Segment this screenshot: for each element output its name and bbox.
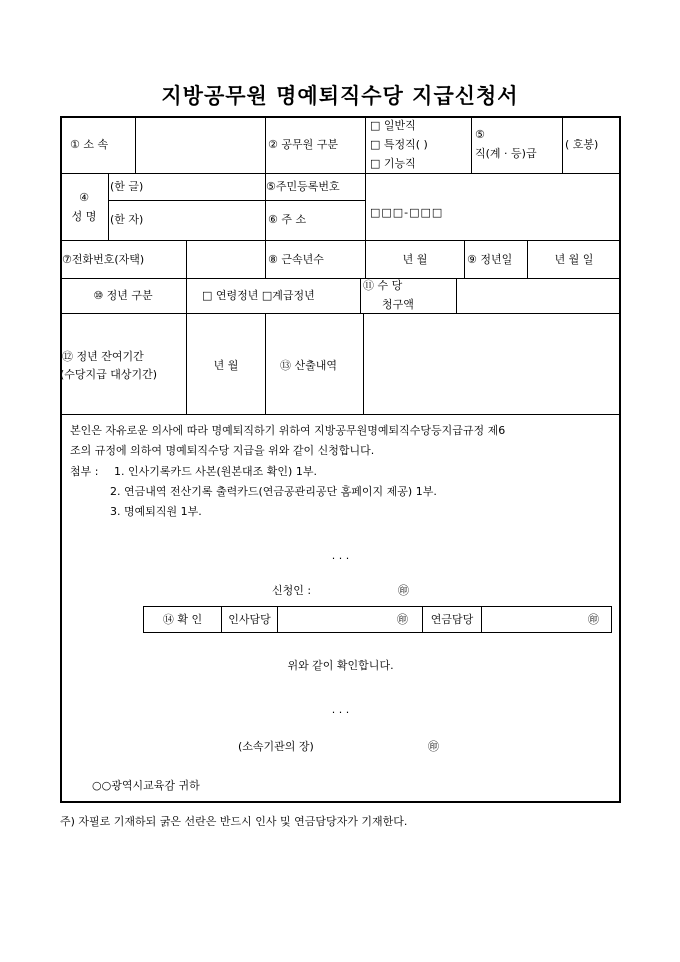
- divider: [186, 240, 187, 278]
- name-hangul-label: (한 글): [110, 180, 144, 193]
- confirmation-text: 위와 같이 확인합니다.: [287, 659, 394, 672]
- calculation-label: ⑬ 산출내역: [280, 359, 338, 372]
- agency-seal-icon: ㊞: [428, 740, 439, 753]
- remaining-period-value: 년 월: [213, 359, 239, 372]
- divider: [464, 240, 465, 278]
- divider: [365, 116, 366, 173]
- divider: [135, 116, 136, 173]
- home-phone-label: ⑦전화번호(자택): [62, 253, 145, 266]
- divider: [265, 116, 266, 173]
- retirement-type-label: ⑩ 정년 구분: [93, 289, 153, 302]
- service-years-label: ⑧ 근속년수: [268, 253, 324, 266]
- grade-label: 직(계 · 등)급: [475, 147, 537, 160]
- footnote: 주) 자필로 기재하되 굵은 선란은 반드시 인사 및 연금담당자가 기재한다.: [60, 815, 408, 828]
- option-general[interactable]: □ 일반직: [370, 119, 416, 132]
- affiliation-label: ① 소 속: [70, 138, 109, 151]
- claim-amount-label: 청구액: [382, 298, 414, 311]
- divider: [60, 414, 621, 415]
- attachment-item: 1. 인사기록카드 사본(원본대조 확인) 1부.: [114, 465, 317, 478]
- divider: [365, 173, 366, 240]
- divider: [363, 313, 364, 414]
- seal-icon: ㊞: [398, 584, 409, 597]
- address-label: ⑥ 주 소: [268, 213, 307, 226]
- option-special[interactable]: □ 특정직( ): [370, 138, 428, 151]
- confirm-label: ⑭ 확 인: [162, 613, 203, 626]
- postal-code-boxes[interactable]: □□□-□□□: [370, 206, 444, 219]
- divider: [562, 116, 563, 173]
- name-hanja-label: (한 자): [110, 213, 144, 226]
- form-title: 지방공무원 명예퇴직수당 지급신청서: [161, 83, 519, 108]
- option-function[interactable]: □ 기능직: [370, 157, 416, 170]
- resident-number-label: ⑤주민등록번호: [266, 180, 340, 193]
- hr-officer-label: 인사담당: [228, 613, 271, 626]
- divider: [277, 606, 278, 633]
- applicant-label: 신청인 :: [272, 584, 312, 597]
- attachment-label: 첨부 :: [70, 465, 99, 478]
- agency-head-label: (소속기관의 장): [238, 740, 314, 753]
- divider: [456, 278, 457, 313]
- divider: [360, 278, 361, 313]
- divider: [481, 606, 482, 633]
- addressee: ○○광역시교육감 귀하: [92, 779, 200, 792]
- divider: [60, 173, 621, 174]
- divider: [108, 173, 109, 240]
- divider: [60, 240, 621, 241]
- retirement-type-options[interactable]: □ 연령정년 □계급정년: [202, 289, 315, 302]
- confirmation-date: . . .: [331, 703, 350, 716]
- retirement-date-label: ⑨ 정년일: [467, 253, 513, 266]
- grade-number: ⑤: [475, 128, 485, 141]
- divider: [186, 278, 187, 313]
- service-years-value: 년 월: [402, 253, 428, 266]
- civil-type-label: ② 공무원 구분: [268, 138, 338, 151]
- attachment-item: 3. 명예퇴직원 1부.: [110, 505, 202, 518]
- application-form: [60, 116, 621, 803]
- claim-number: ⑪ 수 당: [363, 279, 403, 292]
- divider: [60, 313, 621, 314]
- divider: [60, 278, 621, 279]
- name-number: ④: [79, 191, 89, 204]
- divider: [265, 313, 266, 414]
- divider: [265, 240, 266, 278]
- hr-seal-icon: ㊞: [397, 613, 408, 626]
- pension-officer-label: 연금담당: [430, 613, 474, 626]
- name-label: 성 명: [71, 210, 97, 223]
- pension-seal-icon: ㊞: [588, 613, 599, 626]
- declaration-line-2: 조의 규정에 의하여 명예퇴직수당 지급을 위와 같이 신청합니다.: [70, 444, 375, 457]
- application-date: . . .: [331, 549, 350, 562]
- grade-step: ( 호봉): [565, 138, 599, 151]
- retirement-date-value: 년 월 일: [554, 253, 594, 266]
- attachment-item: 2. 연금내역 전산기록 출력카드(연금공관리공단 홈페이지 제공) 1부.: [110, 485, 437, 498]
- remaining-period-sublabel: (수당지급 대상기간): [60, 368, 158, 381]
- declaration-line-1: 본인은 자유로운 의사에 따라 명예퇴직하기 위하여 지방공무원명예퇴직수당등지급규정 제6: [70, 424, 506, 437]
- divider: [108, 200, 365, 201]
- remaining-period-label: ⑫ 정년 잔여기간: [62, 350, 144, 363]
- divider: [471, 116, 472, 173]
